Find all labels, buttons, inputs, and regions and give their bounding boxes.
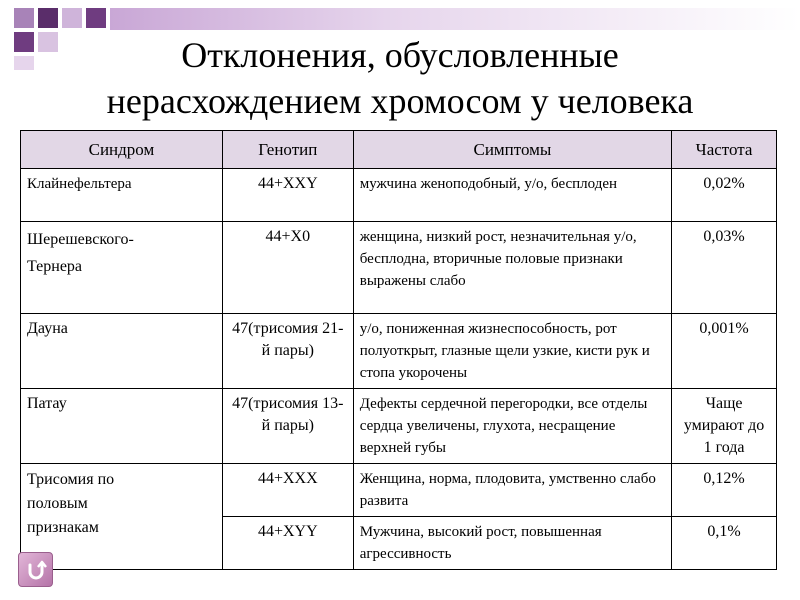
decor-square — [62, 8, 82, 28]
header-decoration-bar — [110, 8, 800, 30]
slide-title — [20, 32, 780, 124]
syndrome-text: Шерешевского-Тернера — [27, 231, 134, 275]
frequency-cell: 0,03% — [672, 222, 777, 314]
syndrome-cell: Клайнефельтера — [21, 169, 223, 222]
syndrome-text: Трисомия по половым признакам — [27, 471, 115, 536]
genotype-cell: 44+XXY — [222, 169, 353, 222]
syndrome-cell: Патау — [21, 389, 223, 464]
genotype-cell: 44+XXX — [222, 464, 353, 517]
symptoms-cell: женщина, низкий рост, незначительная у/о, бесплодна, вторичные половые признаки выражены слабо — [353, 222, 671, 314]
genotype-cell: 47(трисомия 13-й пары) — [222, 389, 353, 464]
title-line-2: нерасхождением хромосом у человека — [106, 81, 694, 121]
header-symptoms: Симптомы — [353, 131, 671, 169]
header-frequency: Частота — [672, 131, 777, 169]
return-button[interactable] — [18, 552, 53, 587]
decor-square — [14, 8, 34, 28]
title-line-1: Отклонения, обусловленные — [181, 35, 619, 75]
symptoms-cell: Дефекты сердечной перегородки, все отделы сердца увеличены, глухота, несращение верхней губы — [353, 389, 671, 464]
table-row — [21, 169, 777, 222]
table-row — [21, 314, 777, 389]
frequency-cell: 0,12% — [672, 464, 777, 517]
syndrome-cell: Дауна — [21, 314, 223, 389]
genotype-cell: 44+XYY — [222, 517, 353, 570]
table-row — [21, 464, 777, 517]
symptoms-cell: у/о, пониженная жизнеспособность, рот полуоткрыт, глазные щели узкие, кисти рук и стопа укорочены — [353, 314, 671, 389]
header-genotype: Генотип — [222, 131, 353, 169]
decor-square — [86, 8, 106, 28]
syndrome-cell — [21, 222, 223, 314]
header-syndrome: Синдром — [21, 131, 223, 169]
decor-square — [38, 8, 58, 28]
genotype-cell: 44+X0 — [222, 222, 353, 314]
table-header-row — [21, 131, 777, 169]
symptoms-cell: мужчина женоподобный, у/о, бесплоден — [353, 169, 671, 222]
frequency-cell: 0,1% — [672, 517, 777, 570]
genotype-cell: 47(трисомия 21-й пары) — [222, 314, 353, 389]
return-arrow-icon — [25, 559, 47, 581]
frequency-cell: 0,02% — [672, 169, 777, 222]
chromosome-table — [20, 130, 777, 570]
table-row — [21, 389, 777, 464]
symptoms-cell: Мужчина, высокий рост, повышенная агрессивность — [353, 517, 671, 570]
symptoms-cell: Женщина, норма, плодовита, умственно слабо развита — [353, 464, 671, 517]
frequency-cell: 0,001% — [672, 314, 777, 389]
frequency-cell: Чаще умирают до 1 года — [672, 389, 777, 464]
table-row — [21, 222, 777, 314]
